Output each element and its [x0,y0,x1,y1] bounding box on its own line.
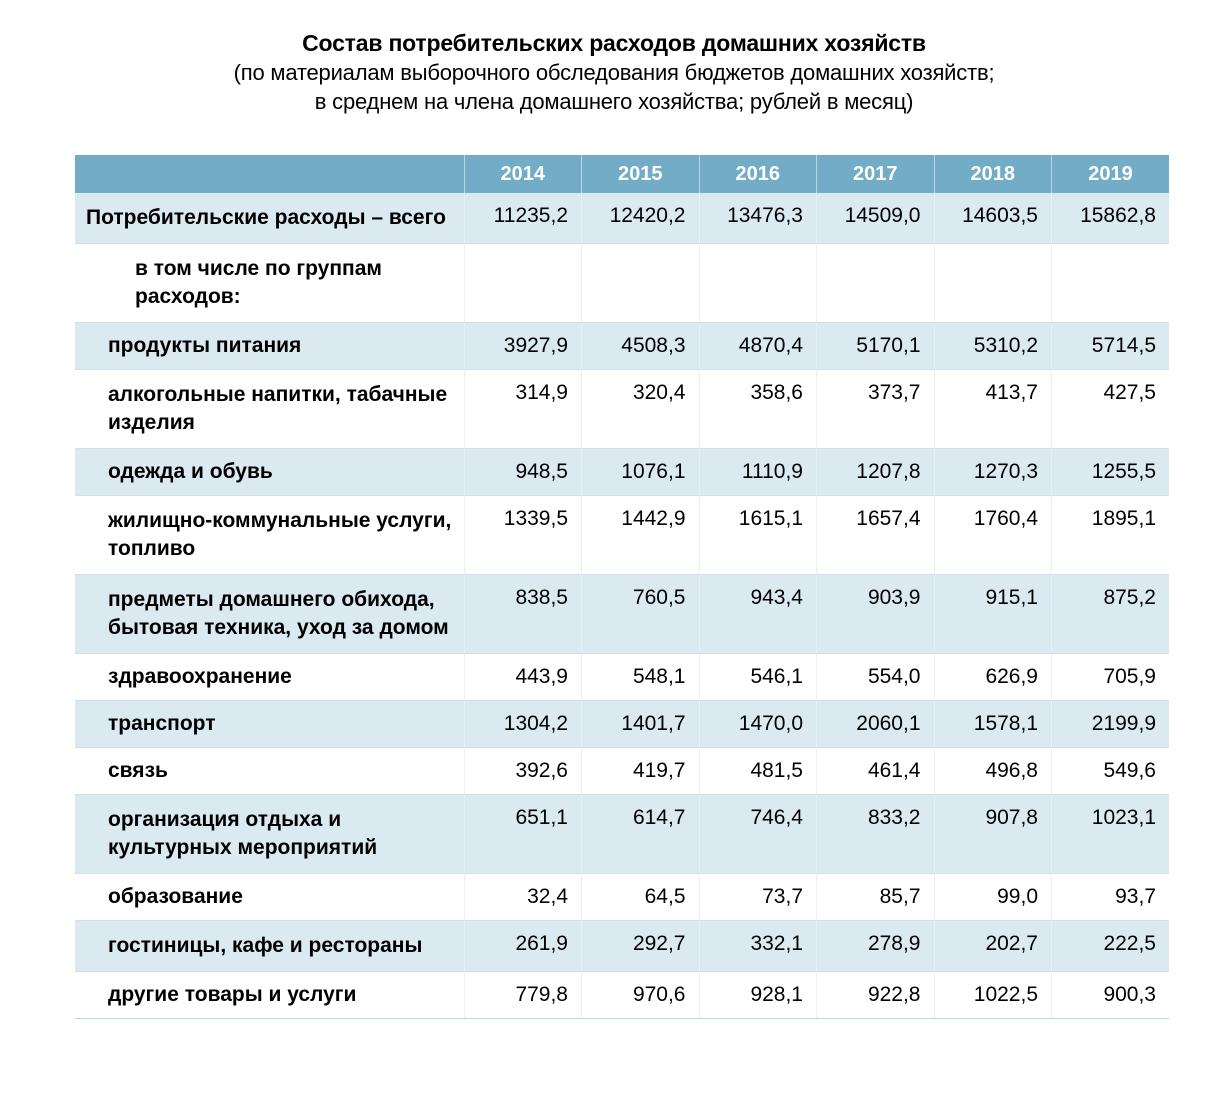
cell-2017: 1207,8 [817,449,935,496]
expenditure-table [75,155,1169,1019]
cell-2019: 1895,1 [1052,496,1170,575]
cell-2017: 278,9 [817,921,935,972]
table-row [75,874,1169,921]
table-row [75,972,1169,1019]
cell-2016: 4870,4 [699,323,817,370]
column-header-2018: 2018 [934,155,1052,193]
cell-2016: 546,1 [699,654,817,701]
cell-2018: 496,8 [934,748,1052,795]
cell-2014: 1339,5 [464,496,582,575]
cell-2018: 99,0 [934,874,1052,921]
cell-2016: 1110,9 [699,449,817,496]
cell-2014: 1304,2 [464,701,582,748]
row-label: в том числе по группам расходов: [75,244,464,323]
page-subtitle-line-1: (по материалам выборочного обследования бюджетов домашних хозяйств; [233,60,995,85]
row-label: транспорт [75,701,464,748]
expenditure-table-container [75,155,1169,1019]
table-row [75,795,1169,874]
cell-2016: 928,1 [699,972,817,1019]
title-block [0,28,1228,116]
row-label: предметы домашнего обихода, бытовая техника, уход за домом [75,575,464,654]
cell-2014 [464,244,582,323]
cell-2016: 73,7 [699,874,817,921]
row-label: здравоохранение [75,654,464,701]
column-header-2015: 2015 [582,155,700,193]
cell-2018: 1578,1 [934,701,1052,748]
cell-2018: 915,1 [934,575,1052,654]
row-label: Потребительские расходы – всего [75,193,464,244]
cell-2015: 4508,3 [582,323,700,370]
cell-2016: 746,4 [699,795,817,874]
cell-2019: 1255,5 [1052,449,1170,496]
cell-2014: 651,1 [464,795,582,874]
column-header-2016: 2016 [699,155,817,193]
row-label: другие товары и услуги [75,972,464,1019]
cell-2016: 358,6 [699,370,817,449]
cell-2017: 373,7 [817,370,935,449]
cell-2014: 32,4 [464,874,582,921]
cell-2015: 760,5 [582,575,700,654]
cell-2019: 222,5 [1052,921,1170,972]
column-header-label [75,155,464,193]
table-row [75,921,1169,972]
table-row [75,496,1169,575]
cell-2015: 64,5 [582,874,700,921]
cell-2014: 443,9 [464,654,582,701]
page-subtitle-line-2: в среднем на члена домашнего хозяйства; рублей в месяц) [314,89,914,114]
cell-2019 [1052,244,1170,323]
cell-2018: 413,7 [934,370,1052,449]
row-label: организация отдыха и культурных мероприятий [75,795,464,874]
cell-2017: 85,7 [817,874,935,921]
cell-2015: 614,7 [582,795,700,874]
cell-2018: 202,7 [934,921,1052,972]
cell-2014: 314,9 [464,370,582,449]
cell-2019: 5714,5 [1052,323,1170,370]
cell-2017: 461,4 [817,748,935,795]
cell-2014: 11235,2 [464,193,582,244]
cell-2019: 875,2 [1052,575,1170,654]
row-label: продукты питания [75,323,464,370]
table-row [75,449,1169,496]
cell-2017: 14509,0 [817,193,935,244]
cell-2014: 261,9 [464,921,582,972]
cell-2015: 548,1 [582,654,700,701]
row-label: одежда и обувь [75,449,464,496]
cell-2016: 1615,1 [699,496,817,575]
cell-2019: 1023,1 [1052,795,1170,874]
cell-2015: 419,7 [582,748,700,795]
cell-2019: 549,6 [1052,748,1170,795]
table-row [75,575,1169,654]
column-header-2017: 2017 [817,155,935,193]
cell-2019: 93,7 [1052,874,1170,921]
table-header [75,155,1169,193]
cell-2017: 1657,4 [817,496,935,575]
cell-2018: 626,9 [934,654,1052,701]
row-label: образование [75,874,464,921]
cell-2019: 705,9 [1052,654,1170,701]
page-title: Состав потребительских расходов домашних хозяйств [302,30,926,56]
cell-2015: 320,4 [582,370,700,449]
table-row [75,244,1169,323]
cell-2018: 1022,5 [934,972,1052,1019]
cell-2017 [817,244,935,323]
table-row [75,323,1169,370]
cell-2015: 1442,9 [582,496,700,575]
cell-2014: 948,5 [464,449,582,496]
cell-2016: 13476,3 [699,193,817,244]
cell-2018: 1270,3 [934,449,1052,496]
cell-2019: 900,3 [1052,972,1170,1019]
cell-2015: 12420,2 [582,193,700,244]
cell-2018: 1760,4 [934,496,1052,575]
cell-2019: 427,5 [1052,370,1170,449]
cell-2016: 332,1 [699,921,817,972]
row-label: алкогольные напитки, табачные изделия [75,370,464,449]
cell-2017: 5170,1 [817,323,935,370]
cell-2016 [699,244,817,323]
cell-2018 [934,244,1052,323]
cell-2016: 481,5 [699,748,817,795]
table-header-row [75,155,1169,193]
cell-2015: 292,7 [582,921,700,972]
table-row [75,654,1169,701]
cell-2015: 970,6 [582,972,700,1019]
cell-2017: 903,9 [817,575,935,654]
cell-2015 [582,244,700,323]
column-header-2014: 2014 [464,155,582,193]
table-row [75,370,1169,449]
cell-2014: 779,8 [464,972,582,1019]
cell-2016: 943,4 [699,575,817,654]
row-label: связь [75,748,464,795]
cell-2019: 2199,9 [1052,701,1170,748]
cell-2018: 907,8 [934,795,1052,874]
cell-2017: 2060,1 [817,701,935,748]
cell-2015: 1076,1 [582,449,700,496]
column-header-2019: 2019 [1052,155,1170,193]
cell-2016: 1470,0 [699,701,817,748]
row-label: гостиницы, кафе и рестораны [75,921,464,972]
table-row [75,701,1169,748]
table-body [75,193,1169,1019]
cell-2014: 392,6 [464,748,582,795]
table-row [75,748,1169,795]
row-label: жилищно-коммунальные услуги, топливо [75,496,464,575]
cell-2019: 15862,8 [1052,193,1170,244]
cell-2017: 554,0 [817,654,935,701]
cell-2015: 1401,7 [582,701,700,748]
cell-2018: 14603,5 [934,193,1052,244]
cell-2018: 5310,2 [934,323,1052,370]
cell-2017: 833,2 [817,795,935,874]
table-row [75,193,1169,244]
cell-2014: 838,5 [464,575,582,654]
cell-2014: 3927,9 [464,323,582,370]
cell-2017: 922,8 [817,972,935,1019]
